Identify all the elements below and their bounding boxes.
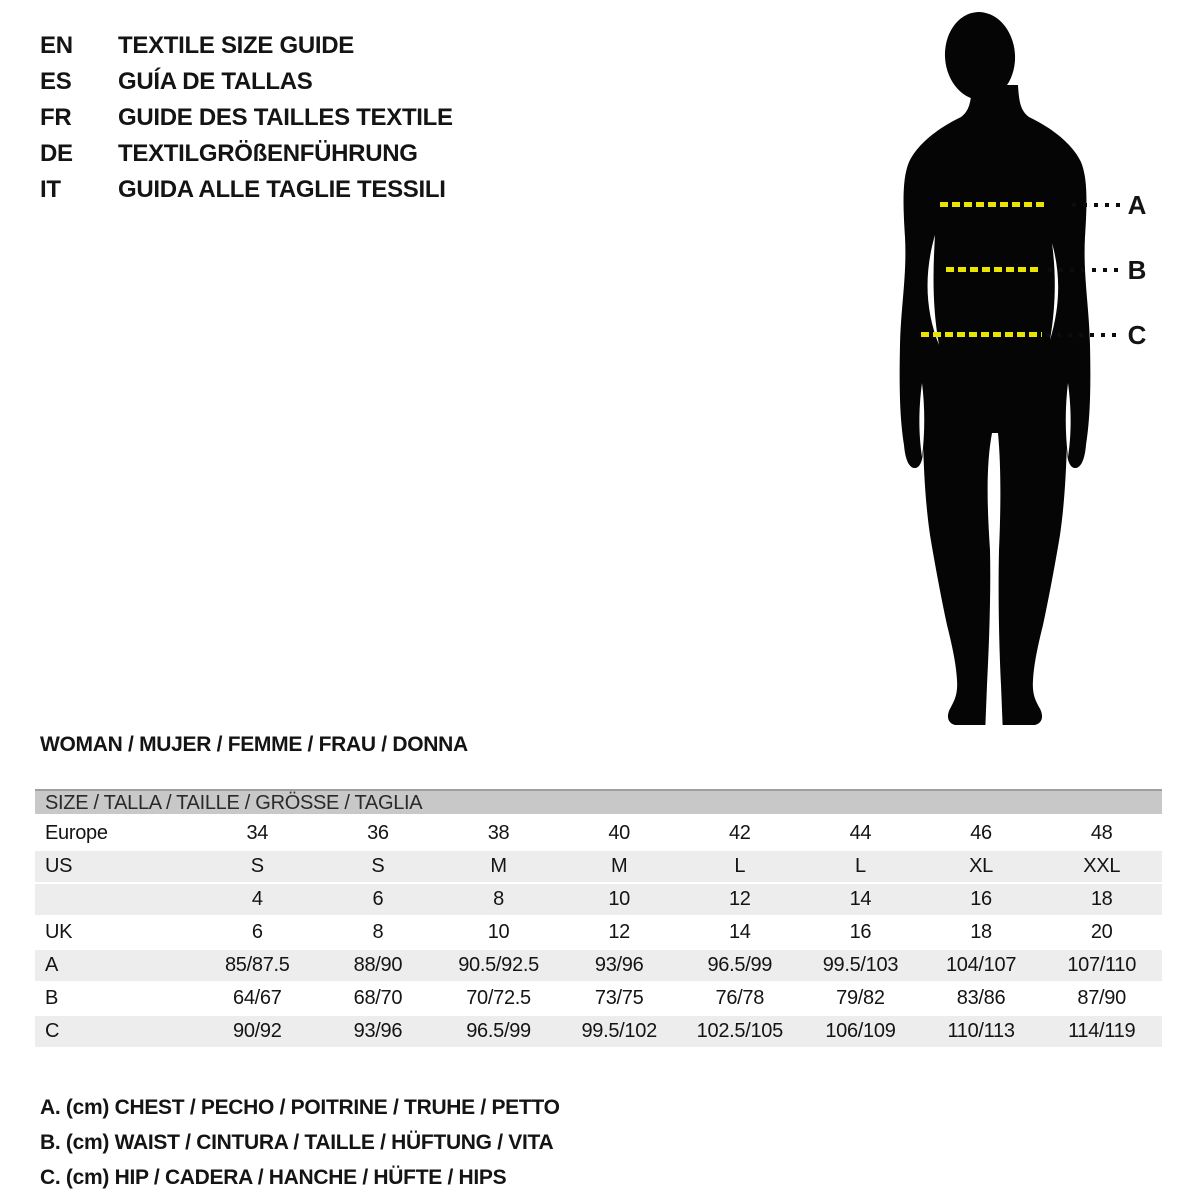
size-cell: 107/110 bbox=[1067, 954, 1137, 976]
guide-title: GUIDA ALLE TAGLIE TESSILI bbox=[118, 176, 446, 203]
size-cell: 40 bbox=[608, 822, 631, 844]
size-cell: 68/70 bbox=[353, 987, 403, 1009]
size-cell: XL bbox=[969, 855, 993, 877]
size-cell: 36 bbox=[367, 822, 389, 844]
size-cell: 83/86 bbox=[956, 987, 1006, 1009]
table-row-hip bbox=[35, 1015, 1162, 1048]
measurement-notes bbox=[40, 1090, 560, 1195]
size-cell: 87/90 bbox=[1077, 987, 1126, 1009]
size-cell: 102.5/105 bbox=[696, 1020, 783, 1042]
size-cell: 48 bbox=[1090, 822, 1113, 844]
language-code: IT bbox=[40, 176, 61, 203]
size-cell: 99.5/102 bbox=[581, 1020, 657, 1042]
note-chest: A. (cm) CHEST / PECHO / POITRINE / TRUHE / PETTO bbox=[40, 1096, 560, 1119]
language-code: DE bbox=[40, 140, 73, 167]
row-label: B bbox=[45, 987, 59, 1009]
size-cell: 10 bbox=[487, 921, 510, 943]
row-label: C bbox=[45, 1020, 60, 1042]
size-cell: L bbox=[734, 855, 746, 877]
size-cell: S bbox=[250, 855, 264, 877]
table-row-uk bbox=[35, 916, 1162, 949]
size-cell: 38 bbox=[487, 822, 510, 844]
size-table-header: SIZE / TALLA / TAILLE / GRÖSSE / TAGLIA bbox=[35, 789, 1162, 814]
waist-measure-line bbox=[946, 267, 1041, 272]
size-cell: 42 bbox=[728, 822, 751, 844]
marker-label-waist: B bbox=[1127, 255, 1147, 285]
size-cell: 14 bbox=[728, 921, 751, 943]
row-label: US bbox=[45, 855, 73, 877]
size-cell: 96.5/99 bbox=[466, 1020, 531, 1042]
size-cell: 16 bbox=[849, 921, 872, 943]
size-cell: 6 bbox=[372, 888, 384, 910]
language-code: EN bbox=[40, 32, 73, 59]
size-cell: 12 bbox=[608, 921, 631, 943]
size-cell: 106/109 bbox=[825, 1020, 896, 1042]
size-cell: 16 bbox=[970, 888, 992, 910]
size-cell: 44 bbox=[849, 822, 872, 844]
marker-label-chest: A bbox=[1127, 190, 1147, 220]
chest-measure-line bbox=[940, 202, 1044, 207]
size-cell: M bbox=[490, 855, 507, 877]
guide-title: GUIDE DES TAILLES TEXTILE bbox=[118, 104, 453, 131]
size-cell: 46 bbox=[970, 822, 992, 844]
size-cell: 4 bbox=[251, 888, 263, 910]
size-cell: 18 bbox=[1090, 888, 1113, 910]
size-cell: 10 bbox=[608, 888, 631, 910]
size-cell: 85/87.5 bbox=[224, 954, 290, 976]
size-cell: 18 bbox=[970, 921, 992, 943]
size-cell: 73/75 bbox=[594, 987, 644, 1009]
size-cell: 64/67 bbox=[233, 987, 282, 1009]
size-cell: 99.5/103 bbox=[822, 954, 899, 976]
size-cell: 6 bbox=[251, 921, 263, 943]
size-cell: S bbox=[371, 855, 385, 877]
hip-measure-line bbox=[921, 332, 1042, 337]
guide-title: GUÍA DE TALLAS bbox=[118, 68, 313, 95]
guide-title: TEXTILE SIZE GUIDE bbox=[118, 32, 354, 59]
size-cell: 90.5/92.5 bbox=[458, 954, 539, 976]
size-cell: 104/107 bbox=[945, 954, 1017, 976]
chest-leader-dots bbox=[1072, 203, 1122, 207]
size-cell: 14 bbox=[849, 888, 872, 910]
size-cell: 79/82 bbox=[836, 987, 885, 1009]
size-table bbox=[35, 789, 1162, 1048]
size-cell: 90/92 bbox=[233, 1020, 282, 1042]
language-code: FR bbox=[40, 104, 72, 131]
size-cell: 34 bbox=[246, 822, 269, 844]
row-label: Europe bbox=[45, 822, 108, 844]
table-row-chest bbox=[35, 949, 1162, 982]
marker-label-hip: C bbox=[1127, 320, 1147, 350]
size-cell: 88/90 bbox=[353, 954, 403, 976]
size-cell: 96.5/99 bbox=[707, 954, 773, 976]
language-code: ES bbox=[40, 68, 72, 95]
table-row-europe bbox=[35, 817, 1162, 850]
size-cell: 76/78 bbox=[715, 987, 765, 1009]
size-cell: 114/119 bbox=[1068, 1020, 1136, 1042]
size-cell: 93/96 bbox=[594, 954, 644, 976]
table-row-waist bbox=[35, 982, 1162, 1015]
table-row-us-numbers bbox=[35, 883, 1162, 916]
size-cell: 12 bbox=[728, 888, 751, 910]
table-row-us-letters bbox=[35, 850, 1162, 883]
size-cell: 70/72.5 bbox=[466, 987, 531, 1009]
note-waist: B. (cm) WAIST / CINTURA / TAILLE / HÜFTUNG / VITA bbox=[40, 1131, 554, 1154]
waist-leader-dots bbox=[1048, 268, 1122, 272]
row-label: A bbox=[45, 954, 59, 976]
size-cell: L bbox=[855, 855, 866, 877]
gender-title: WOMAN / MUJER / FEMME / FRAU / DONNA bbox=[40, 733, 468, 756]
size-cell: 93/96 bbox=[353, 1020, 403, 1042]
size-cell: XXL bbox=[1083, 855, 1121, 877]
size-cell: 8 bbox=[493, 888, 504, 910]
size-cell: 110/113 bbox=[947, 1020, 1015, 1042]
hip-leader-dots bbox=[1046, 333, 1122, 337]
row-label: UK bbox=[45, 921, 73, 943]
size-cell: 8 bbox=[372, 921, 384, 943]
size-cell: M bbox=[611, 855, 628, 877]
note-hip: C. (cm) HIP / CADERA / HANCHE / HÜFTE / HIPS bbox=[40, 1166, 507, 1189]
size-cell: 20 bbox=[1090, 921, 1113, 943]
guide-title: TEXTILGRÖßENFÜHRUNG bbox=[118, 140, 418, 167]
woman-silhouette bbox=[895, 5, 1095, 735]
